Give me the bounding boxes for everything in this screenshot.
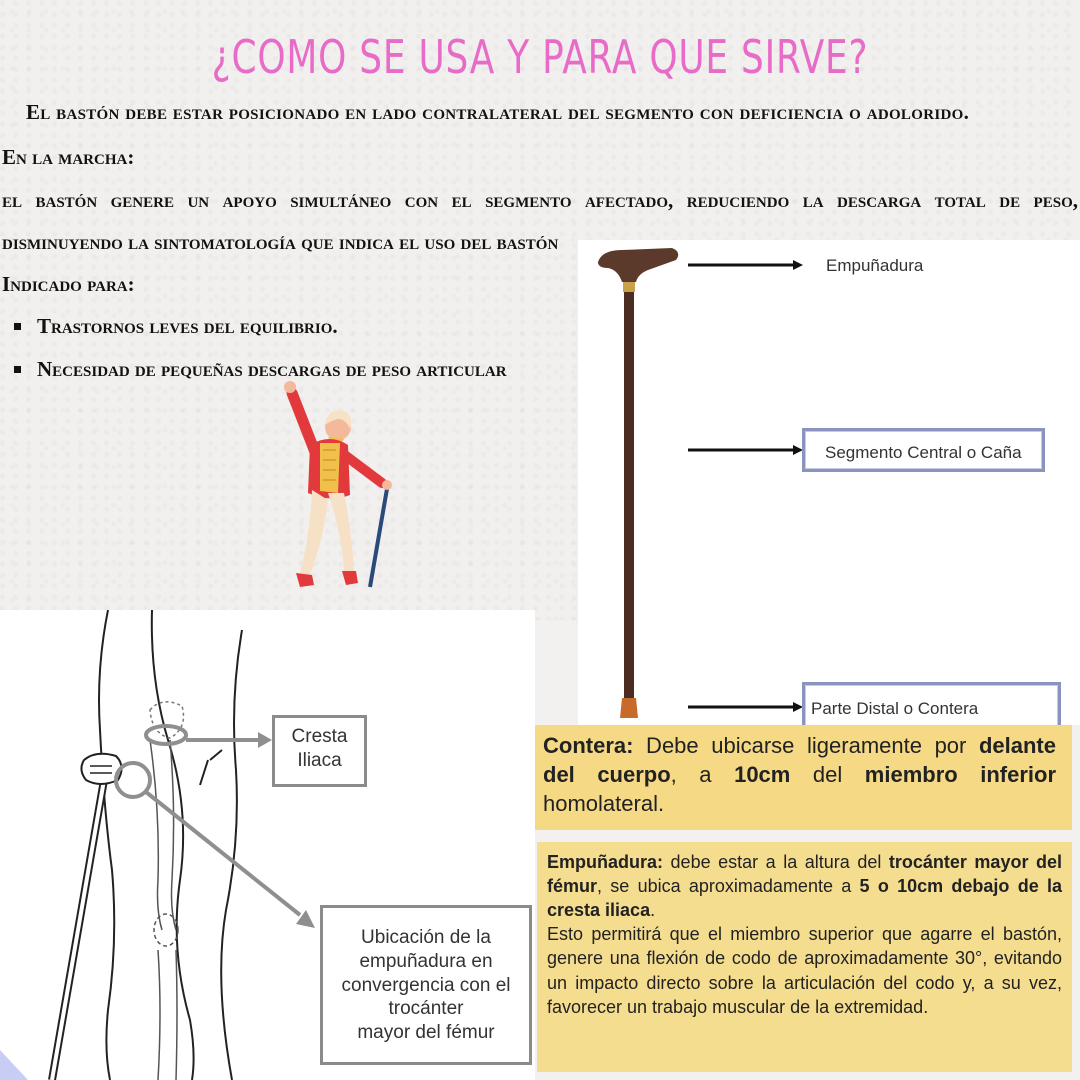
label-segmento-central: Segmento Central o Caña — [802, 428, 1045, 472]
marcha-heading: En la marcha: — [2, 145, 135, 169]
list-item: Trastornos leves del equilibrio. — [14, 314, 338, 339]
note-contera: Contera: Debe ubicarse ligeramente por delante del cuerpo, a 10cm del miembro inferior homolateral. — [535, 725, 1072, 830]
label-parte-distal: Parte Distal o Contera — [802, 682, 1061, 730]
label-ubicacion-empunadura: Ubicación de la empuñadura en convergencia con el trocánter mayor del fémur — [320, 905, 532, 1065]
label-empunadura: Empuñadura — [826, 256, 924, 275]
note-empunadura: Empuñadura: debe estar a la altura del trocánter mayor del fémur, se ubica aproximadamente a 5 o 10cm debajo de la cresta iliaca. Esto permitirá que el miembro superior que agarre el bastón, genere una flexión de codo de aproximadamente 30°, evitando un impacto directo sobre la articulación del codo y, a su vez, favorecer un trabajo muscular de la extremidad. — [537, 842, 1072, 1072]
bullet-icon — [14, 366, 21, 373]
walking-woman-illustration — [270, 375, 410, 595]
marcha-text-1: el bastón genere un apoyo simultáneo con el segmento afectado, reduciendo la descarga total de peso, — [2, 188, 1078, 212]
list-item: Necesidad de pequeñas descargas de peso articular — [14, 357, 507, 382]
cane-drawing — [578, 240, 1080, 725]
indicado-heading: Indicado para: — [2, 272, 135, 296]
leg-diagram-panel — [0, 610, 535, 1080]
marcha-text-2: disminuyendo la sintomatología que indica el uso del bastón — [2, 230, 559, 254]
label-cresta-iliaca: Cresta Iliaca — [272, 715, 367, 787]
bullet-icon — [14, 323, 21, 330]
cane-diagram-panel — [578, 240, 1080, 725]
intro-text: El bastón debe estar posicionado en lado contralateral del segmento con deficiencia o adolorido. — [26, 100, 970, 124]
page-title: ¿COMO SE USA Y PARA QUE SIRVE? — [211, 30, 869, 84]
corner-decoration — [0, 1050, 28, 1080]
